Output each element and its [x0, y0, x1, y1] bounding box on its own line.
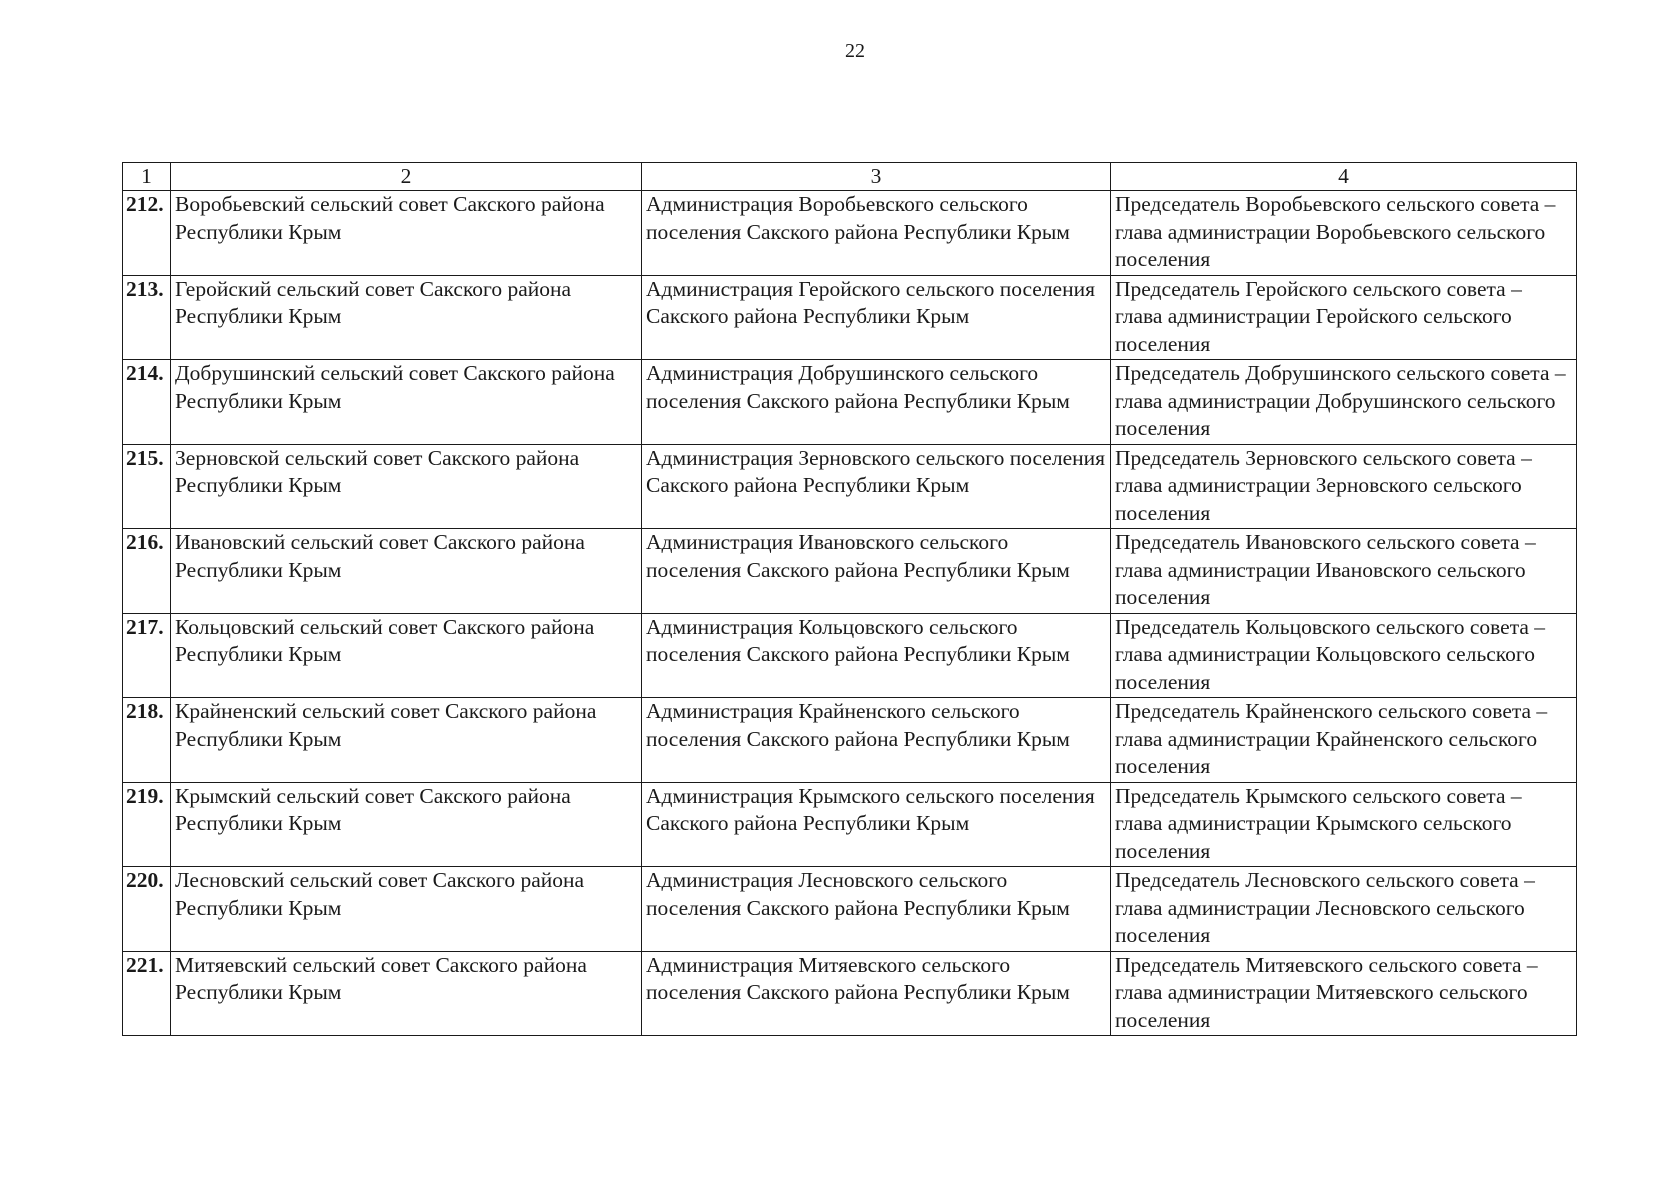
head-position: Председатель Кольцовского сельского совета – глава администрации Кольцовского сельского поселения	[1111, 613, 1577, 698]
registry-table	[122, 162, 1577, 1036]
administration-name: Администрация Ивановского сельского поселения Сакского района Республики Крым	[642, 529, 1111, 614]
council-name: Митяевский сельский совет Сакского района Республики Крым	[171, 951, 642, 1036]
head-position: Председатель Зерновского сельского совета – глава администрации Зерновского сельского поселения	[1111, 444, 1577, 529]
table-row	[123, 529, 1577, 614]
head-position: Председатель Лесновского сельского совета – глава администрации Лесновского сельского поселения	[1111, 867, 1577, 952]
row-number: 212.	[123, 191, 171, 276]
administration-name: Администрация Воробьевского сельского поселения Сакского района Республики Крым	[642, 191, 1111, 276]
column-header-4: 4	[1111, 163, 1577, 191]
row-number: 218.	[123, 698, 171, 783]
row-number: 219.	[123, 782, 171, 867]
head-position: Председатель Ивановского сельского совета – глава администрации Ивановского сельского поселения	[1111, 529, 1577, 614]
row-number: 213.	[123, 275, 171, 360]
administration-name: Администрация Крайненского сельского поселения Сакского района Республики Крым	[642, 698, 1111, 783]
head-position: Председатель Геройского сельского совета – глава администрации Геройского сельского поселения	[1111, 275, 1577, 360]
administration-name: Администрация Лесновского сельского поселения Сакского района Республики Крым	[642, 867, 1111, 952]
council-name: Лесновский сельский совет Сакского района Республики Крым	[171, 867, 642, 952]
administration-name: Администрация Зерновского сельского поселения Сакского района Республики Крым	[642, 444, 1111, 529]
administration-name: Администрация Добрушинского сельского поселения Сакского района Республики Крым	[642, 360, 1111, 445]
head-position: Председатель Крайненского сельского совета – глава администрации Крайненского сельского поселения	[1111, 698, 1577, 783]
council-name: Ивановский сельский совет Сакского района Республики Крым	[171, 529, 642, 614]
row-number: 214.	[123, 360, 171, 445]
table-row	[123, 444, 1577, 529]
table-header-row	[123, 163, 1577, 191]
administration-name: Администрация Крымского сельского поселения Сакского района Республики Крым	[642, 782, 1111, 867]
page-number: 22	[845, 40, 865, 62]
council-name: Крымский сельский совет Сакского района Республики Крым	[171, 782, 642, 867]
head-position: Председатель Воробьевского сельского совета – глава администрации Воробьевского сельского поселения	[1111, 191, 1577, 276]
administration-name: Администрация Кольцовского сельского поселения Сакского района Республики Крым	[642, 613, 1111, 698]
row-number: 220.	[123, 867, 171, 952]
head-position: Председатель Добрушинского сельского совета – глава администрации Добрушинского сельского поселения	[1111, 360, 1577, 445]
row-number: 216.	[123, 529, 171, 614]
table-row	[123, 782, 1577, 867]
row-number: 221.	[123, 951, 171, 1036]
column-header-3: 3	[642, 163, 1111, 191]
council-name: Кольцовский сельский совет Сакского района Республики Крым	[171, 613, 642, 698]
administration-name: Администрация Митяевского сельского поселения Сакского района Республики Крым	[642, 951, 1111, 1036]
council-name: Зерновской сельский совет Сакского района Республики Крым	[171, 444, 642, 529]
table-row	[123, 360, 1577, 445]
administration-name: Администрация Геройского сельского поселения Сакского района Республики Крым	[642, 275, 1111, 360]
head-position: Председатель Митяевского сельского совета – глава администрации Митяевского сельского поселения	[1111, 951, 1577, 1036]
table-row	[123, 951, 1577, 1036]
council-name: Воробьевский сельский совет Сакского района Республики Крым	[171, 191, 642, 276]
table-row	[123, 698, 1577, 783]
row-number: 217.	[123, 613, 171, 698]
council-name: Крайненский сельский совет Сакского района Республики Крым	[171, 698, 642, 783]
table-row	[123, 191, 1577, 276]
table-row	[123, 275, 1577, 360]
head-position: Председатель Крымского сельского совета – глава администрации Крымского сельского поселения	[1111, 782, 1577, 867]
column-header-2: 2	[171, 163, 642, 191]
table-row	[123, 613, 1577, 698]
column-header-1: 1	[123, 163, 171, 191]
council-name: Добрушинский сельский совет Сакского района Республики Крым	[171, 360, 642, 445]
table-row	[123, 867, 1577, 952]
row-number: 215.	[123, 444, 171, 529]
council-name: Геройский сельский совет Сакского района Республики Крым	[171, 275, 642, 360]
